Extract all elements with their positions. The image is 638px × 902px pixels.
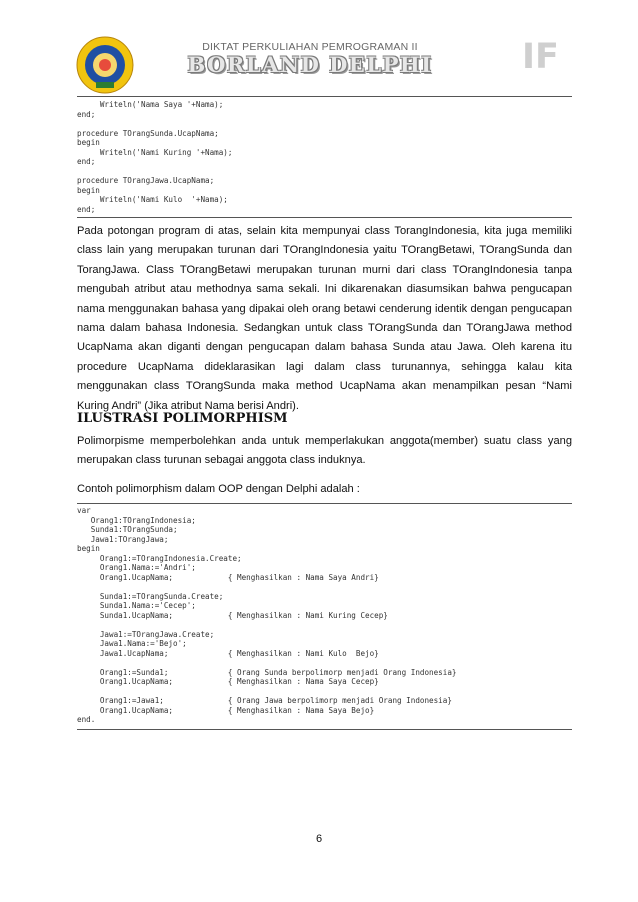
paragraph-polymorphism-explanation: Pada potongan program di atas, selain kita mempunyai class TorangIndonesia, kita juga memiliki class lain yang merupakan turunan dari TOrangIndonesia yaitu TOrangBetawi, TOrangSunda dan TorangJawa. Class TOrangBetawi merupakan turunan murni dari class TOrangIndonesia tanpa mengubah atribut atau methodnya sama sekali. Ini dikarenakan diasumsikan bahwa pengucapan nama menggunakan bahasa yang dipakai oleh orang betawi cenderung identik dengan pengucapan nama dalam bahasa Indonesia. Sedangkan untuk class TOrangSunda dan TOrangJawa method UcapNama akan diganti dengan pengucapan dalam bahasa Sunda atau Jawa. Oleh karena itu procedure UcapNama dideklarasikan lagi dalam class turunannya, sehingga kalau kita menggunakan class TOrangSunda maka method UcapNama akan menampilkan pesan “Nami Kuring Andri” (Jika atribut Nama berisi Andri). — [77, 225, 572, 412]
paragraph-example-intro: Contoh polimorphism dalam OOP dengan Delphi adalah : — [77, 483, 360, 495]
code-block-top: Writeln('Nama Saya '+Nama); end; procedure TOrangSunda.UcapNama; begin Writeln('Nami Kuring '+Nama); end; procedure TOrangJawa.UcapNama; begin Writeln('Nami Kulo '+Nama); end; — [77, 100, 233, 214]
header-rule — [77, 96, 572, 97]
university-logo — [76, 36, 134, 94]
code-block-bottom-bottom-rule — [77, 729, 572, 730]
code-block-bottom-top-rule — [77, 503, 572, 504]
header-title: BORLAND DELPHI — [187, 52, 433, 77]
header-subtitle: DIKTAT PERKULIAHAN PEMROGRAMAN II — [202, 41, 418, 53]
code-block-top-bottom-rule — [77, 217, 572, 218]
page-number: 6 — [315, 833, 323, 845]
section-heading: ILUSTRASI POLIMORPHISM — [77, 411, 288, 426]
code-block-bottom: var Orang1:TOrangIndonesia; Sunda1:TOrangSunda; Jawa1:TOrangJawa; begin Orang1:=TOrangIndonesia.Create; Orang1.Nama:='Andri'; Orang1.UcapNama; { Menghasilkan : Nama Saya Andri} Sunda1:=TOrangSunda.Create; Sunda1.Nama:='Cecep'; Sunda1.UcapNama; { Menghasilkan : Nami Kuring Cecep} Jawa1:=TOrangJawa.Create; Jawa1.Nama:='Bejo'; Jawa1.UcapNama; { Menghasilkan : Nami Kulo Bejo} Orang1:=Sunda1; { Orang Sunda berpolimorp menjadi Orang Indonesia} Orang1.UcapNama; { Menghasilkan : Nama Saya Cecep} Orang1:=Jawa1; { Orang Jawa berpolimorp menjadi Orang Indonesia} Orang1.UcapNama; { Menghasilkan : Nama Saya Bejo} end. — [77, 506, 457, 724]
paragraph-polymorphism-definition: Polimorpisme memperbolehkan anda untuk memperlakukan anggota(member) suatu class yang merupakan class turunan sebagai anggota class induknya. — [77, 435, 572, 467]
header-mark: IF — [522, 37, 559, 77]
